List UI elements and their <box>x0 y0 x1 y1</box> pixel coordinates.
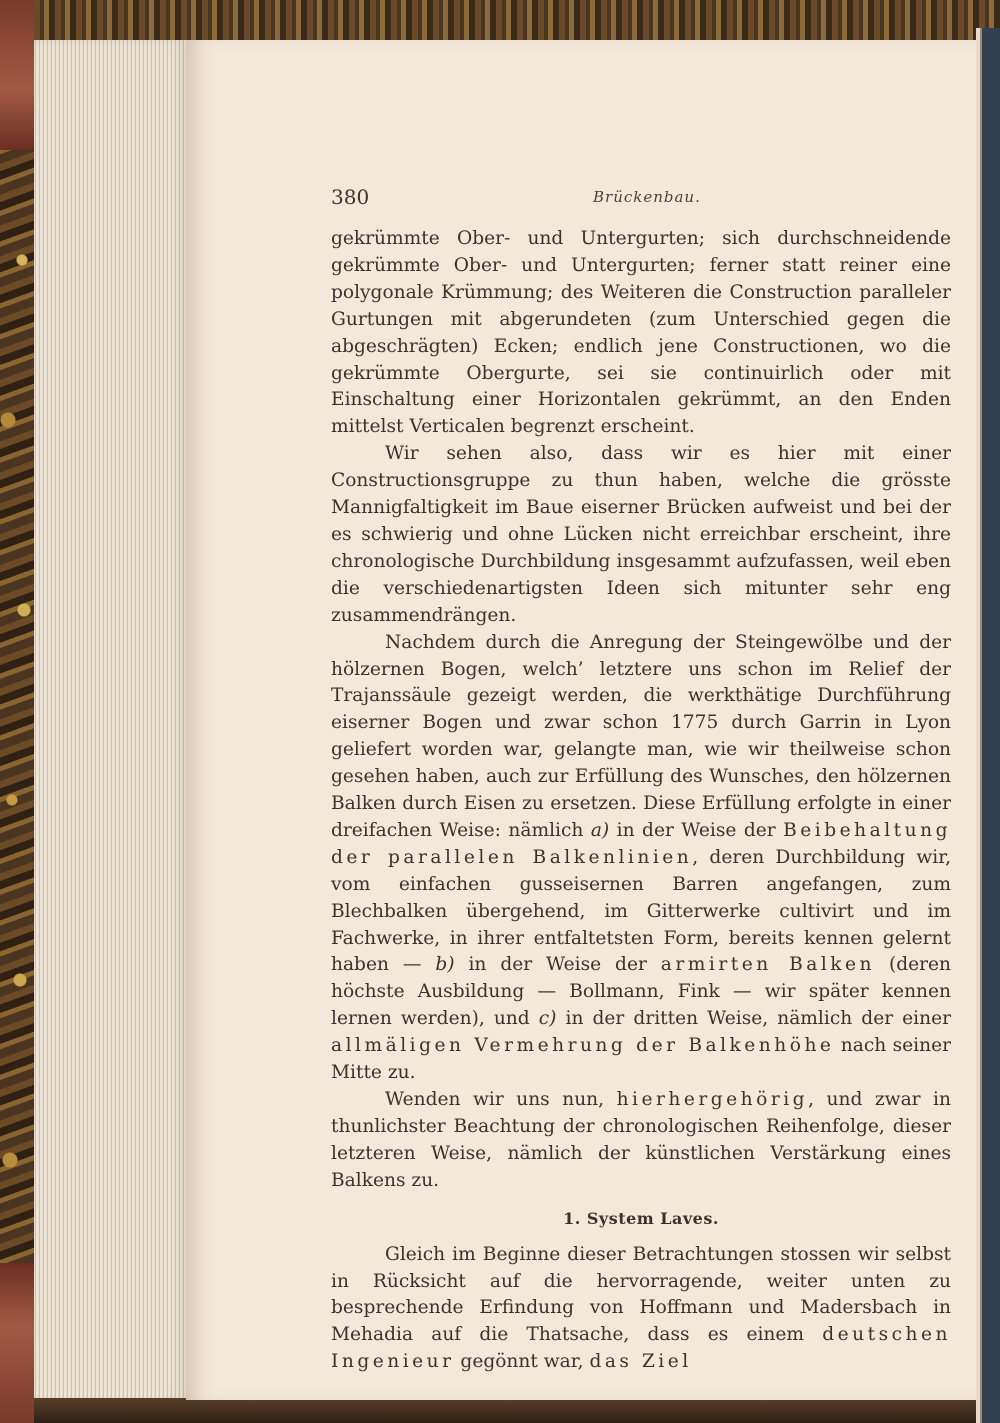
enum-marker-c: c) <box>538 1008 557 1030</box>
leather-corner-bottom <box>0 1263 34 1423</box>
enum-marker-b: b) <box>435 954 455 976</box>
spaced-emphasis: deutschen Ingenieur <box>331 1324 951 1373</box>
page-number: 380 <box>331 185 370 209</box>
text-run: , deren Durchbildung wir, vom einfachen gusseisernen Barren angefangen, zum Blechbalken übergehend, im Gitterwerke cultivirt und im Fachwerke, in ihrer entfaltetsten Form, bereits kennen gelernt haben — <box>331 846 951 976</box>
page-header <box>331 185 931 215</box>
paragraph-1: gekrümmte Ober- und Untergurten; sich durchschneidende gekrümmte Ober- und Untergurten; ferner statt reiner eine polygonale Krümmung; des Weiteren die Construction paralleler Gurtungen mit abgerundeten (zum Unterschied gegen die abgeschrägten) Ecken; endlich jene Constructionen, wo die gekrümmte Obergurte, sei sie continuirlich oder mit Einschaltung einer Horizontalen gekrümmt, an den Enden mittelst Verticalen begrenzt erscheint. <box>331 228 951 438</box>
book-bottom-edge <box>34 1398 976 1423</box>
book-page <box>186 40 976 1400</box>
running-head: Brückenbau. <box>593 188 701 206</box>
paragraph-2: Wir sehen also, dass wir es hier mit einer Constructionsgruppe zu thun haben, welche die grösste Mannigfaltigkeit im Baue eiserner Brücken aufweist und bei der es schwierig und ohne Lücken nicht erreichbar erscheint, ihre chronologische Durchbildung insgesammt aufzufassen, weil eben die verschiedenartigsten Ideen sich mitunter sehr eng zusammendrängen. <box>331 443 951 626</box>
spaced-emphasis: armirten Balken <box>660 954 876 976</box>
paragraph-5 <box>331 1242 951 1377</box>
spaced-emphasis: Beibehaltung der parallelen Balkenlinien <box>331 819 951 868</box>
book-cover-left <box>0 0 34 1423</box>
paragraph-4 <box>331 1087 951 1195</box>
page-block-edge <box>34 40 186 1400</box>
book-cover-right <box>976 28 1000 1423</box>
body-text <box>331 226 951 1376</box>
spaced-emphasis: allmäligen Vermehrung der Balkenhöhe <box>331 1035 835 1057</box>
text-run: (deren höchste Ausbildung — Bollmann, Fink — wir später kennen lernen werden), und <box>331 954 951 1030</box>
enum-marker-a: a) <box>590 819 610 841</box>
spaced-emphasis: das Ziel <box>589 1351 692 1373</box>
text-run: gegönnt war, <box>454 1351 590 1373</box>
text-run: , und zwar in thunlichster Beachtung der chronologischen Reihenfolge, dieser letzteren Weise, nämlich der künstlichen Verstärkung eines Balkens zu. <box>331 1089 951 1191</box>
text-run: Gleich im Beginne dieser Betrachtungen stossen wir selbst in Rücksicht auf die hervorragende, weiter unten zu besprechende Erfindung von Hoffmann und Madersbach in Mehadia auf die Thatsache, dass es einem <box>331 1243 951 1346</box>
text-run: in der Weise der <box>609 819 784 841</box>
text-run: Nachdem durch die Anregung der Steingewölbe und der hölzernen Bogen, welch’ letztere uns schon im Relief der Trajanssäule gezeigt werden, die werkthätige Durchführung eiserner Bogen und zwar schon 1775 durch Garrin in Lyon geliefert worden war, gelangte man, wie wir theilweise schon gesehen haben, auch zur Erfüllung des Wunsches, den hölzernen Balken durch Eisen zu ersetzen. Diese Erfüllung erfolgte in einer dreifachen Weise: nämlich <box>331 631 951 841</box>
text-run: Wenden wir uns nun, <box>385 1089 617 1110</box>
text-run: nach seiner Mitte zu. <box>331 1035 951 1084</box>
spaced-emphasis: hierhergehörig <box>616 1089 809 1110</box>
leather-corner-top <box>0 0 34 150</box>
text-run: in der dritten Weise, nämlich der einer <box>556 1008 952 1030</box>
section-heading: 1. System Laves. <box>563 1208 719 1228</box>
text-run: in der Weise der <box>454 954 661 976</box>
book-headband <box>34 0 1000 44</box>
paragraph-3 <box>331 630 951 1087</box>
